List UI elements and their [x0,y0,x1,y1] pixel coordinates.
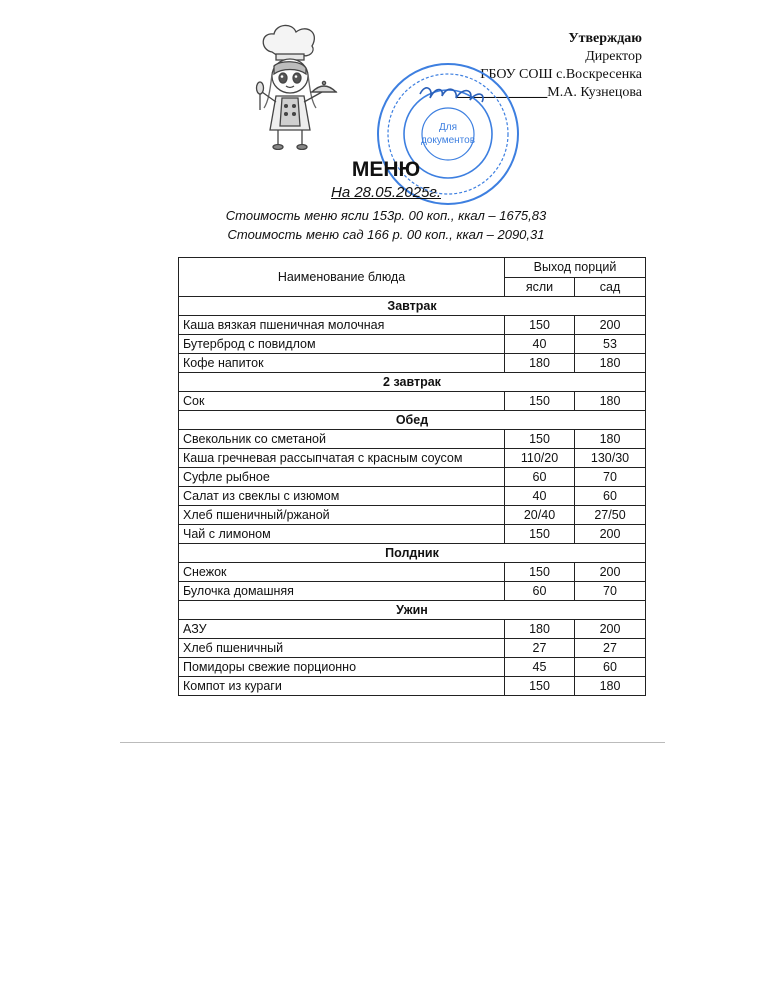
kindergarten-portion: 60 [575,487,646,506]
cost-nursery: Стоимость меню ясли 153р. 00 коп., ккал – 1675,83 [225,208,547,223]
kindergarten-portion: 180 [575,392,646,411]
nursery-portion: 110/20 [505,449,575,468]
menu-date: На 28.05.2025г. [331,184,441,201]
table-row [179,563,646,582]
dish-name: Помидоры свежие порционно [179,658,505,677]
kindergarten-portion: 27/50 [575,506,646,525]
dish-name: Компот из кураги [179,677,505,696]
section-row [179,601,646,620]
dish-name: Чай с лимоном [179,525,505,544]
kindergarten-portion: 200 [575,316,646,335]
table-row [179,316,646,335]
kindergarten-portion: 70 [575,582,646,601]
cost-kindergarten: Стоимость меню сад 166 р. 00 коп., ккал – 2090,31 [227,227,545,242]
column-header-nursery: ясли [505,277,575,297]
svg-text:документов: документов [420,135,476,146]
nursery-portion: 60 [505,582,575,601]
nursery-portion: 150 [505,430,575,449]
column-header-kindergarten: сад [575,277,646,297]
dish-name: Сок [179,392,505,411]
column-header-output: Выход порций [505,258,646,278]
table-row [179,430,646,449]
kindergarten-portion: 53 [575,335,646,354]
nursery-portion: 27 [505,639,575,658]
section-row [179,297,646,316]
table-row [179,582,646,601]
dish-name: Каша вязкая пшеничная молочная [179,316,505,335]
section-row [179,373,646,392]
dish-name: Хлеб пшеничный/ржаной [179,506,505,525]
dish-name: АЗУ [179,620,505,639]
dish-name: Суфле рыбное [179,468,505,487]
column-header-dish: Наименование блюда [179,258,505,297]
svg-text:Для: Для [438,122,458,133]
nursery-portion: 180 [505,620,575,639]
kindergarten-portion: 27 [575,639,646,658]
director-position: Директор [585,49,642,64]
section-title: Обед [179,411,646,430]
signer-name: М.А. Кузнецова [547,85,642,100]
nursery-portion: 150 [505,316,575,335]
kindergarten-portion: 200 [575,525,646,544]
table-row [179,639,646,658]
nursery-portion: 150 [505,563,575,582]
nursery-portion: 20/40 [505,506,575,525]
dish-name: Кофе напиток [179,354,505,373]
kindergarten-portion: 180 [575,677,646,696]
table-row [179,468,646,487]
table-row [179,620,646,639]
dish-name: Свекольник со сметаной [179,430,505,449]
table-row [179,449,646,468]
nursery-portion: 180 [505,354,575,373]
dish-name: Булочка домашняя [179,582,505,601]
nursery-portion: 45 [505,658,575,677]
dish-name: Салат из свеклы с изюмом [179,487,505,506]
dish-name: Каша гречневая рассыпчатая с красным соусом [179,449,505,468]
kindergarten-portion: 180 [575,354,646,373]
nursery-portion: 150 [505,392,575,411]
page-divider [120,742,665,743]
table-header-row [179,258,646,278]
menu-title: МЕНЮ [351,158,421,181]
nursery-portion: 60 [505,468,575,487]
kindergarten-portion: 130/30 [575,449,646,468]
chef-girl-illustration [246,22,338,150]
kindergarten-portion: 200 [575,563,646,582]
kindergarten-portion: 60 [575,658,646,677]
organization-name: ГБОУ СОШ с.Воскресенка [480,67,642,82]
kindergarten-portion: 200 [575,620,646,639]
approval-heading: Утверждаю [568,31,642,46]
table-row [179,335,646,354]
table-row [179,506,646,525]
table-row [179,392,646,411]
section-row [179,411,646,430]
nursery-portion: 150 [505,525,575,544]
kindergarten-portion: 180 [575,430,646,449]
section-title: Завтрак [179,297,646,316]
section-title: Полдник [179,544,646,563]
section-row [179,544,646,563]
dish-name: Снежок [179,563,505,582]
table-row [179,677,646,696]
section-title: 2 завтрак [179,373,646,392]
dish-name: Бутерброд с повидлом [179,335,505,354]
dish-name: Хлеб пшеничный [179,639,505,658]
nursery-portion: 40 [505,487,575,506]
nursery-portion: 40 [505,335,575,354]
nursery-portion: 150 [505,677,575,696]
signature-line: _____________ [456,85,548,100]
table-row [179,658,646,677]
table-row [179,354,646,373]
section-title: Ужин [179,601,646,620]
table-row [179,525,646,544]
table-row [179,487,646,506]
menu-table [178,257,646,696]
kindergarten-portion: 70 [575,468,646,487]
